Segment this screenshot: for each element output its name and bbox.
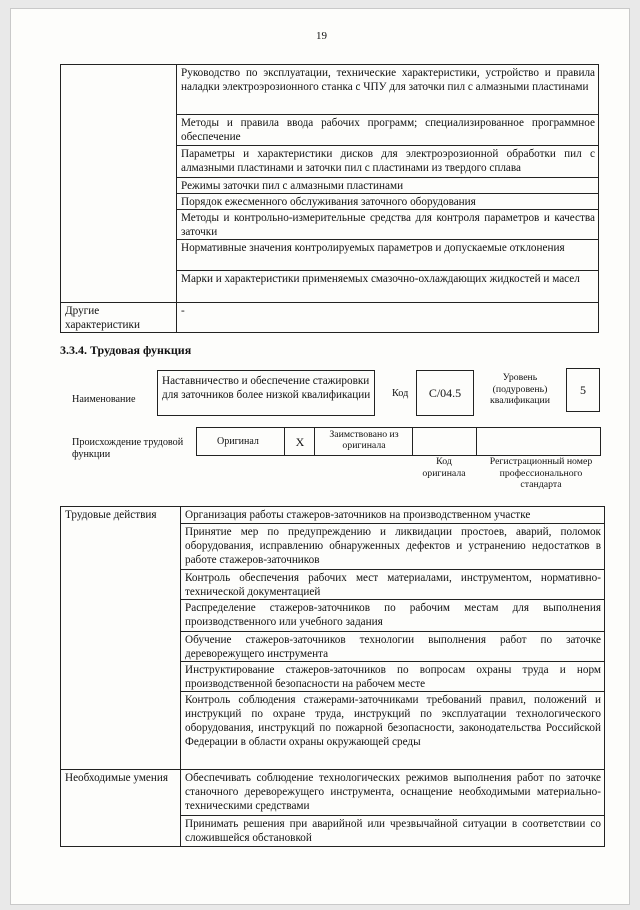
- origin-table: [196, 427, 601, 456]
- knowledge-row: Режимы заточки пил с алмазными пластинами: [177, 178, 599, 194]
- code-original-label: Код оригинала: [422, 456, 466, 479]
- action-row: Организация работы стажеров-заточников на производственном участке: [181, 507, 605, 524]
- page-number: 19: [316, 30, 327, 42]
- action-row: Инструктирование стажеров-заточников по вопросам охраны труда и норм производственной безопасности на рабочем месте: [181, 662, 605, 692]
- action-row: Контроль соблюдения стажерами-заточниками требований правил, положений и инструкций по охране труда, инструкций по эксплуатации технологического оборудования, инструкций по пожарной безопасности, законодательства Российской Федерации в области охраны окружающей среды: [181, 692, 605, 770]
- original-cell: Оригинал: [197, 428, 285, 456]
- skills-label: Необходимые умения: [61, 770, 181, 847]
- reg-number-label: Регистрационный номер профессионального стандарта: [489, 456, 593, 490]
- action-row: Контроль обеспечения рабочих мест материалами, инструментом, нормативно-технической документацией: [181, 570, 605, 600]
- knowledge-row: Параметры и характеристики дисков для электроэрозионной обработки пил с алмазными пластинами и заточки пил с пластинами из твердого сплава: [177, 146, 599, 178]
- code-label: Код: [392, 388, 409, 399]
- knowledge-label-cell: [61, 65, 177, 303]
- knowledge-row: Порядок ежесменного обслуживания заточного оборудования: [177, 194, 599, 210]
- action-row: Обучение стажеров-заточников технологии выполнения работ по заточке дереворежущего инструмента: [181, 632, 605, 662]
- action-row: Принятие мер по предупреждению и ликвидации простоев, аварий, поломок оборудования, исправлению обнаруженных дефектов и устранению недостатков в работе стажеров-заточников: [181, 524, 605, 570]
- knowledge-table: [60, 64, 599, 333]
- knowledge-row: Методы и правила ввода рабочих программ; специализированное программное обеспечение: [177, 115, 599, 146]
- reg-number-cell: [477, 428, 601, 456]
- knowledge-row: Методы и контрольно-измерительные средства для контроля параметров и качества заточки: [177, 210, 599, 240]
- code-value-box: C/04.5: [416, 370, 474, 416]
- knowledge-row: Руководство по эксплуатации, технические характеристики, устройство и правила наладки электроэрозионного станка с ЧПУ для заточки пил с алмазными пластинами: [177, 65, 599, 115]
- function-name-box: Наставничество и обеспечение стажировки для заточников более низкой квалификации: [157, 370, 375, 416]
- other-characteristics-value: -: [177, 303, 599, 333]
- knowledge-row: Марки и характеристики применяемых смазочно-охлаждающих жидкостей и масел: [177, 271, 599, 303]
- level-label: Уровень (подуровень) квалификации: [489, 372, 551, 406]
- other-characteristics-label: Другие характеристики: [61, 303, 177, 333]
- skill-row: Принимать решения при аварийной или чрезвычайной ситуации в соответствии со сложившейся обстановкой: [181, 816, 605, 847]
- level-value-box: 5: [566, 368, 600, 412]
- knowledge-row: Нормативные значения контролируемых параметров и допускаемые отклонения: [177, 240, 599, 271]
- borrowed-cell: Заимствовано из оригинала: [315, 428, 413, 456]
- skill-row: Обеспечивать соблюдение технологических режимов выполнения работ по заточке станочного дереворежущего инструмента, оснащение необходимыми материально-техническими средствами: [181, 770, 605, 816]
- section-heading: 3.3.4. Трудовая функция: [60, 343, 192, 357]
- origin-label: Происхождение трудовой функции: [72, 437, 184, 460]
- original-mark: X: [285, 428, 315, 456]
- action-row: Распределение стажеров-заточников по рабочим местам для выполнения производственного или учебного задания: [181, 600, 605, 632]
- actions-label: Трудовые действия: [61, 507, 181, 770]
- code-original-cell: [413, 428, 477, 456]
- name-label: Наименование: [72, 394, 136, 405]
- actions-table: [60, 506, 605, 847]
